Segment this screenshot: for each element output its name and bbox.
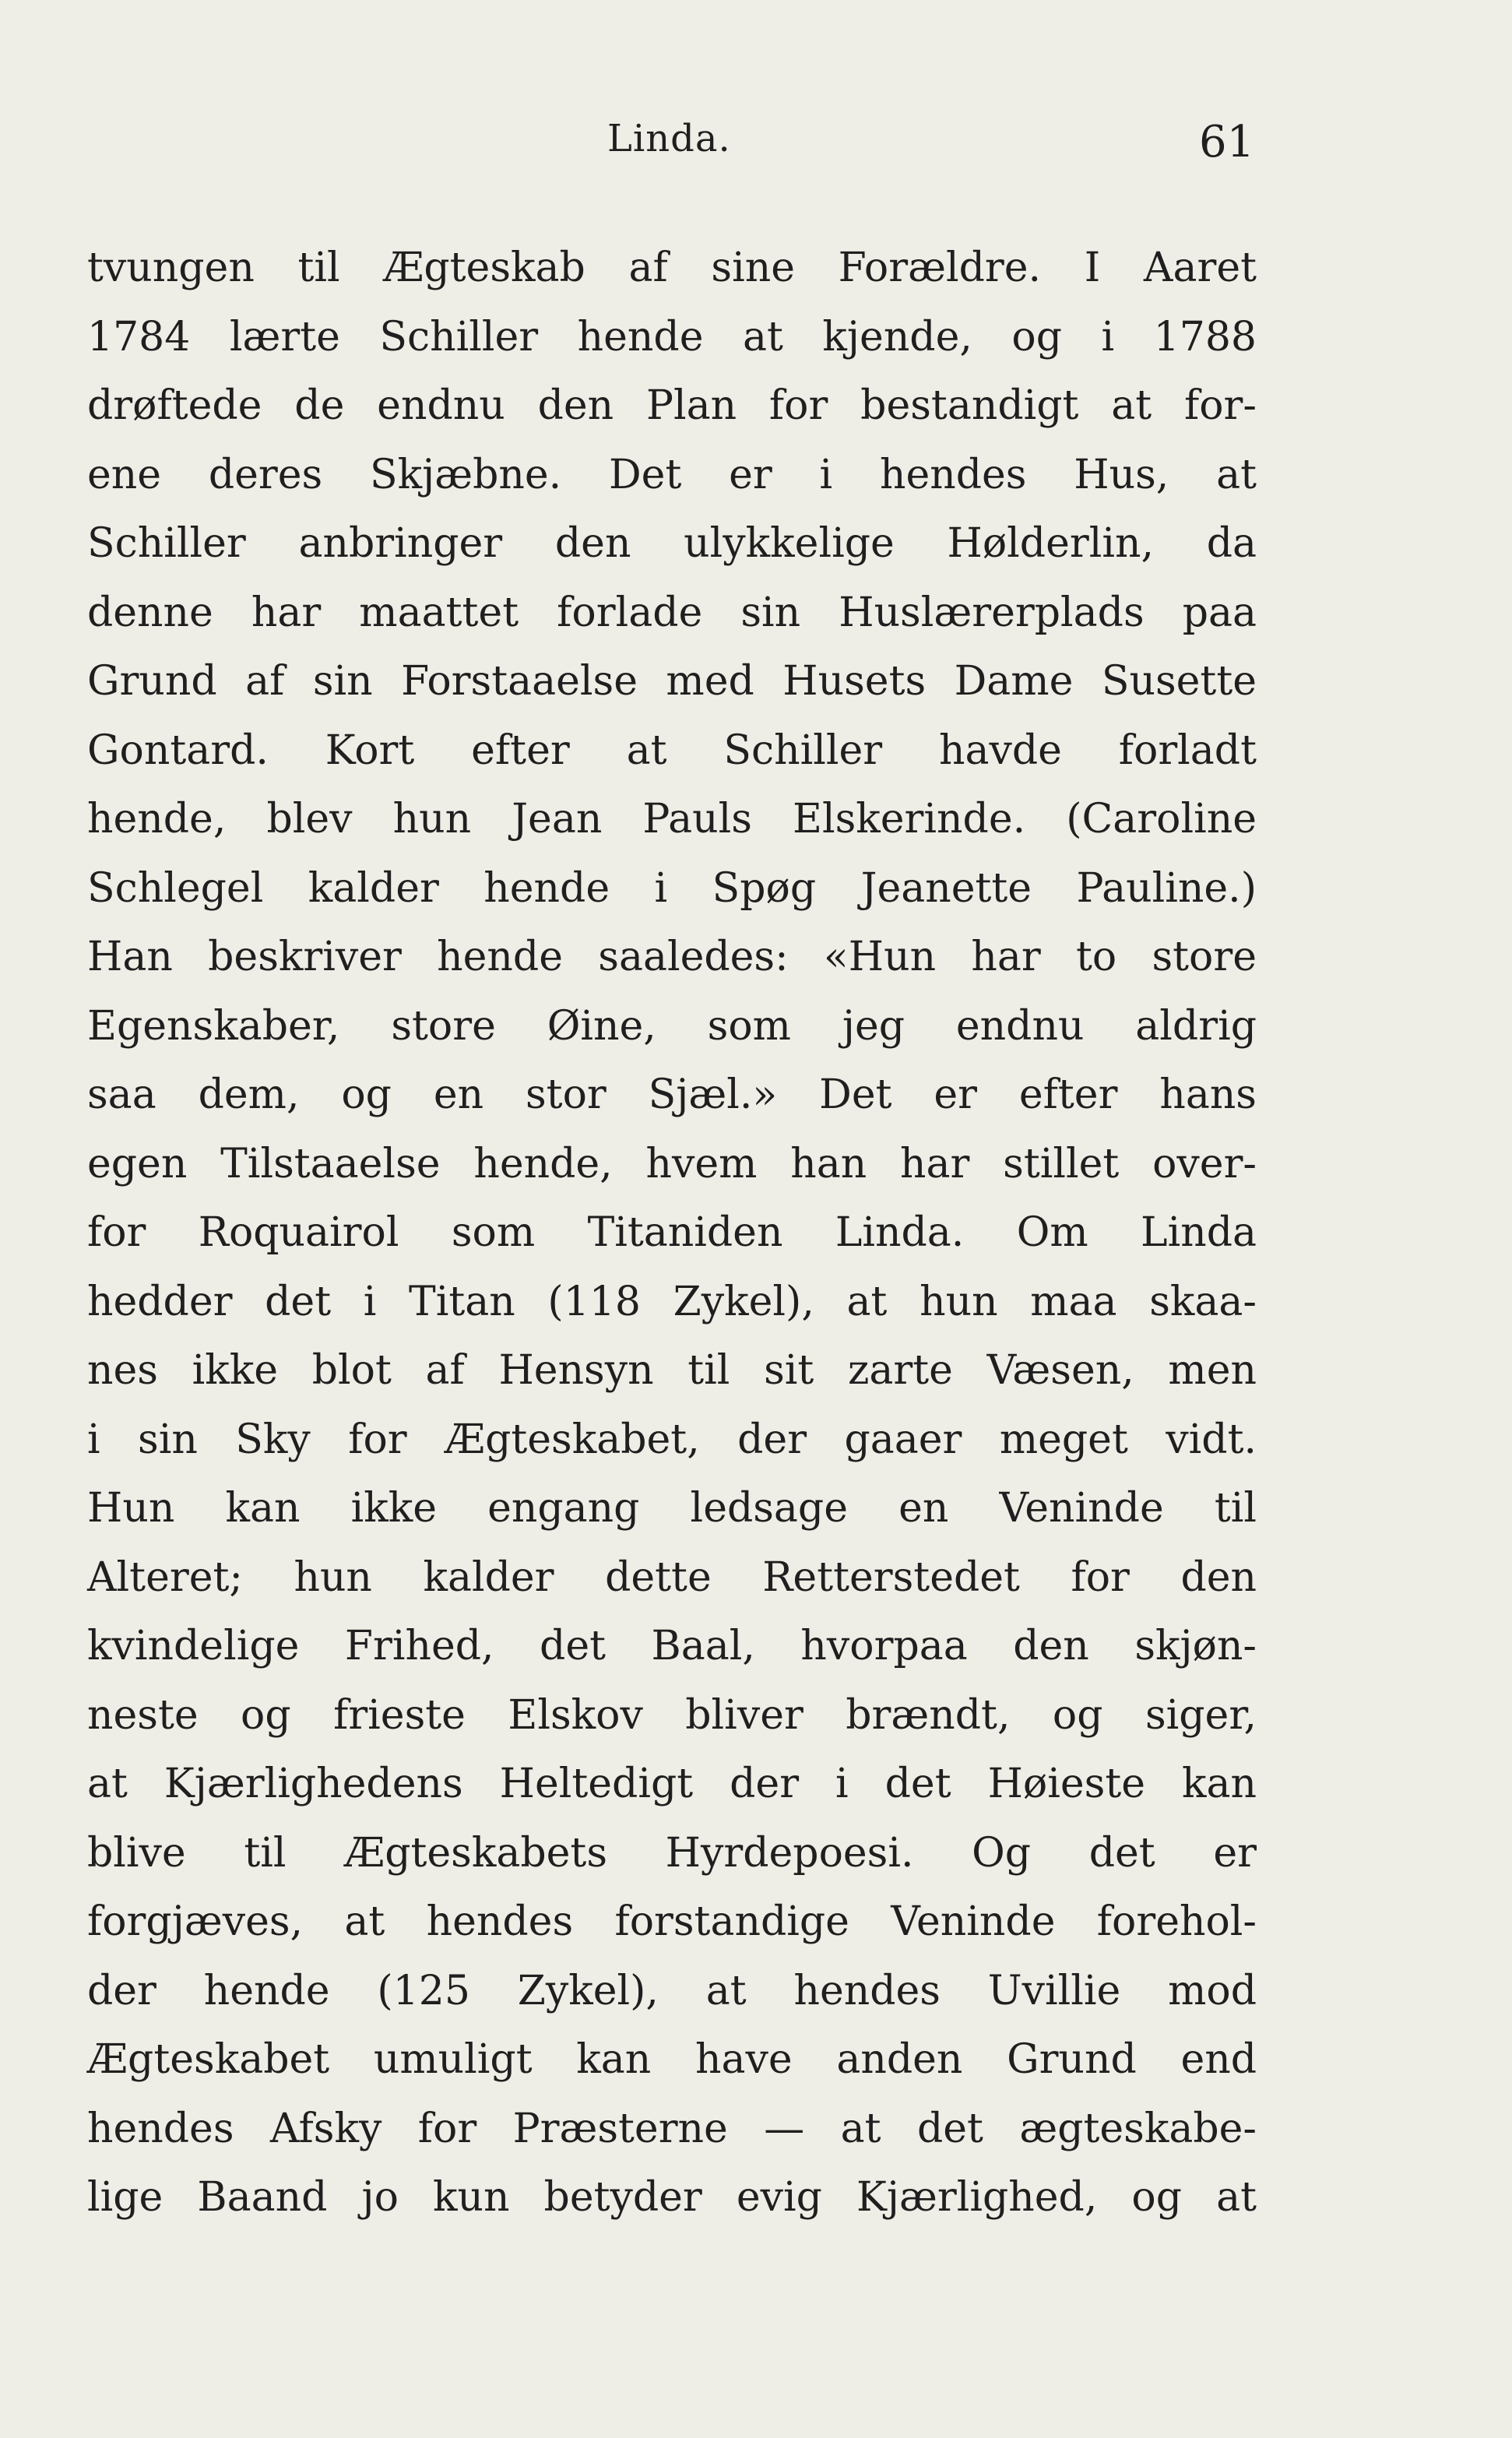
text-line: at Kjærlighedens Heltedigt der i det Høieste kan [87,1761,1257,1807]
running-head-title: Linda. [607,117,731,160]
text-line: ene deres Skjæbne. Det er i hendes Hus, at [87,451,1257,498]
text-line: drøftede de endnu den Plan for bestandigt at for- [87,382,1257,429]
text-line: der hende (125 Zykel), at hendes Uvillie mod [87,1967,1257,2014]
text-line: egen Tilstaaelse hende, hvem han har stillet over- [87,1140,1257,1187]
text-line: for Roquairol som Titaniden Linda. Om Linda [87,1209,1257,1256]
text-line: i sin Sky for Ægteskabet, der gaaer meget vidt. [87,1416,1257,1463]
text-line: hedder det i Titan (118 Zykel), at hun maa skaa- [87,1278,1257,1325]
text-line: Han beskriver hende saaledes: «Hun har to store [87,934,1257,980]
text-line: nes ikke blot af Hensyn til sit zarte Væsen, men [87,1347,1257,1394]
text-line: Grund af sin Forstaaelse med Husets Dame Susette [87,658,1257,705]
text-line: tvungen til Ægteskab af sine Forældre. I Aaret [87,245,1257,291]
text-line: kvindelige Frihed, det Baal, hvorpaa den skjøn- [87,1623,1257,1669]
text-line: 1784 lærte Schiller hende at kjende, og i 1788 [87,313,1257,361]
text-line: Egenskaber, store Øine, som jeg endnu aldrig [87,1002,1257,1050]
text-line: Ægteskabet umuligt kan have anden Grund end [87,2036,1257,2083]
text-line: blive til Ægteskabets Hyrdepoesi. Og det er [87,1829,1257,1877]
running-head [0,117,1512,179]
text-line: forgjæves, at hendes forstandige Veninde forehol- [87,1898,1257,1945]
text-line: Gontard. Kort efter at Schiller havde forladt [87,726,1257,774]
text-line: lige Baand jo kun betyder evig Kjærlighed, og at [87,2174,1257,2221]
body-text [87,234,1257,2232]
text-line: Schlegel kalder hende i Spøg Jeanette Pauline.) [87,864,1257,912]
page-number: 61 [1199,117,1255,167]
text-line: neste og frieste Elskov bliver brændt, og siger, [87,1691,1257,1739]
text-line: Hun kan ikke engang ledsage en Veninde til [87,1485,1257,1532]
text-line: denne har maattet forlade sin Huslærerplads paa [87,589,1257,636]
text-line: hende, blev hun Jean Pauls Elskerinde. (Caroline [87,796,1257,843]
text-line: Schiller anbringer den ulykkelige Hølderlin, da [87,520,1257,567]
text-line: hendes Afsky for Præsterne — at det ægteskabe- [87,2105,1257,2152]
text-line: Alteret; hun kalder dette Retterstedet for den [87,1553,1257,1601]
text-line: saa dem, og en stor Sjæl.» Det er efter hans [87,1071,1257,1118]
